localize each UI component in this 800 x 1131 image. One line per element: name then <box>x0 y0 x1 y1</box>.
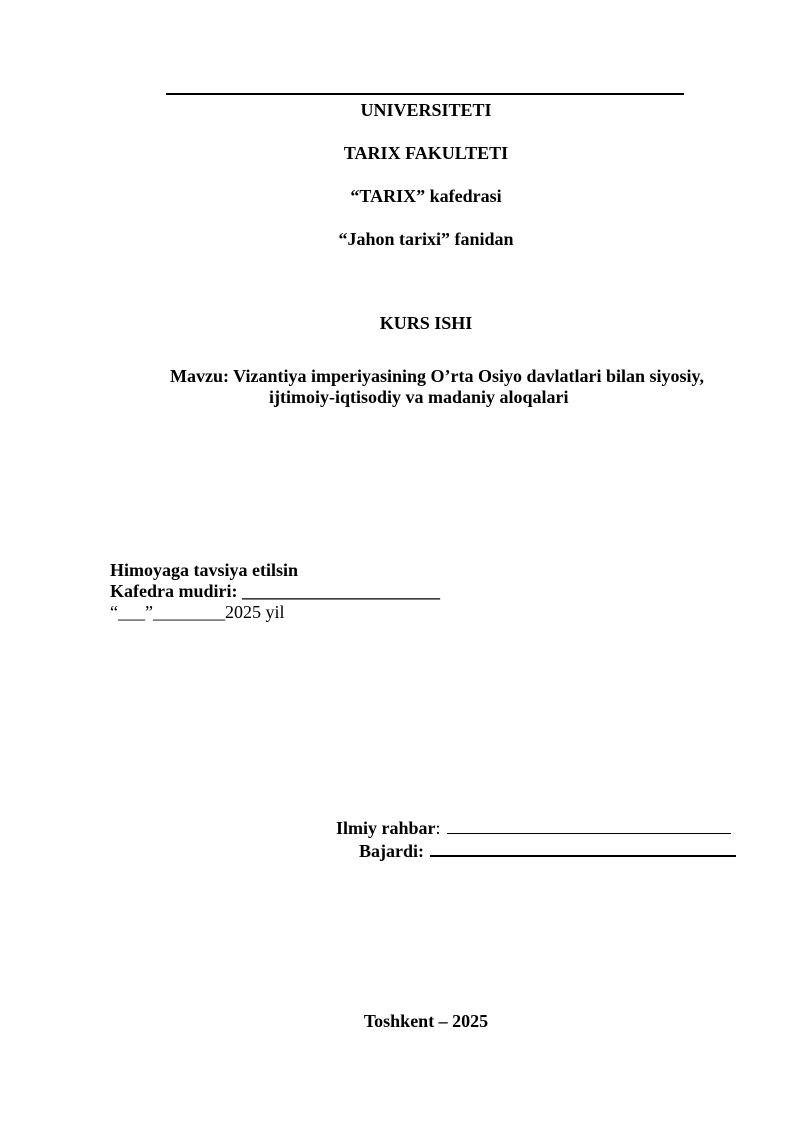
faculty-name: TARIX FAKULTETI <box>343 143 509 163</box>
department-name: “TARIX” kafedrasi <box>350 186 502 206</box>
city-year: Toshkent – 2025 <box>363 1011 489 1031</box>
university-name-rule <box>166 93 684 95</box>
advisor-colon: : <box>435 818 441 838</box>
advisor-signature-line <box>447 817 731 834</box>
performer-signature-row <box>336 839 746 862</box>
advisor-signature-row <box>336 817 746 839</box>
performer-label: Bajardi: <box>359 841 424 861</box>
topic-line-2: ijtimoiy-iqtisodiy va madaniy aloqalari <box>269 387 569 407</box>
department-head-signature: Kafedra mudiri: ______________________ <box>110 581 440 601</box>
approval-block <box>110 560 440 623</box>
approval-date: “___”________2025 yil <box>110 602 285 622</box>
subject-name: “Jahon tarixi” fanidan <box>338 229 514 249</box>
recommend-defense: Himoyaga tavsiya etilsin <box>110 560 298 580</box>
performer-signature-line <box>430 839 736 857</box>
signatures-block <box>336 817 746 862</box>
advisor-label: Ilmiy rahbar <box>336 818 436 838</box>
topic-line-1: Mavzu: Vizantiya imperiyasining O’rta Osiyo davlatlari bilan siyosiy, <box>170 366 705 386</box>
university-name: UNIVERSITETI <box>360 100 492 120</box>
topic-block <box>170 366 750 408</box>
document-type: KURS ISHI <box>379 313 473 333</box>
